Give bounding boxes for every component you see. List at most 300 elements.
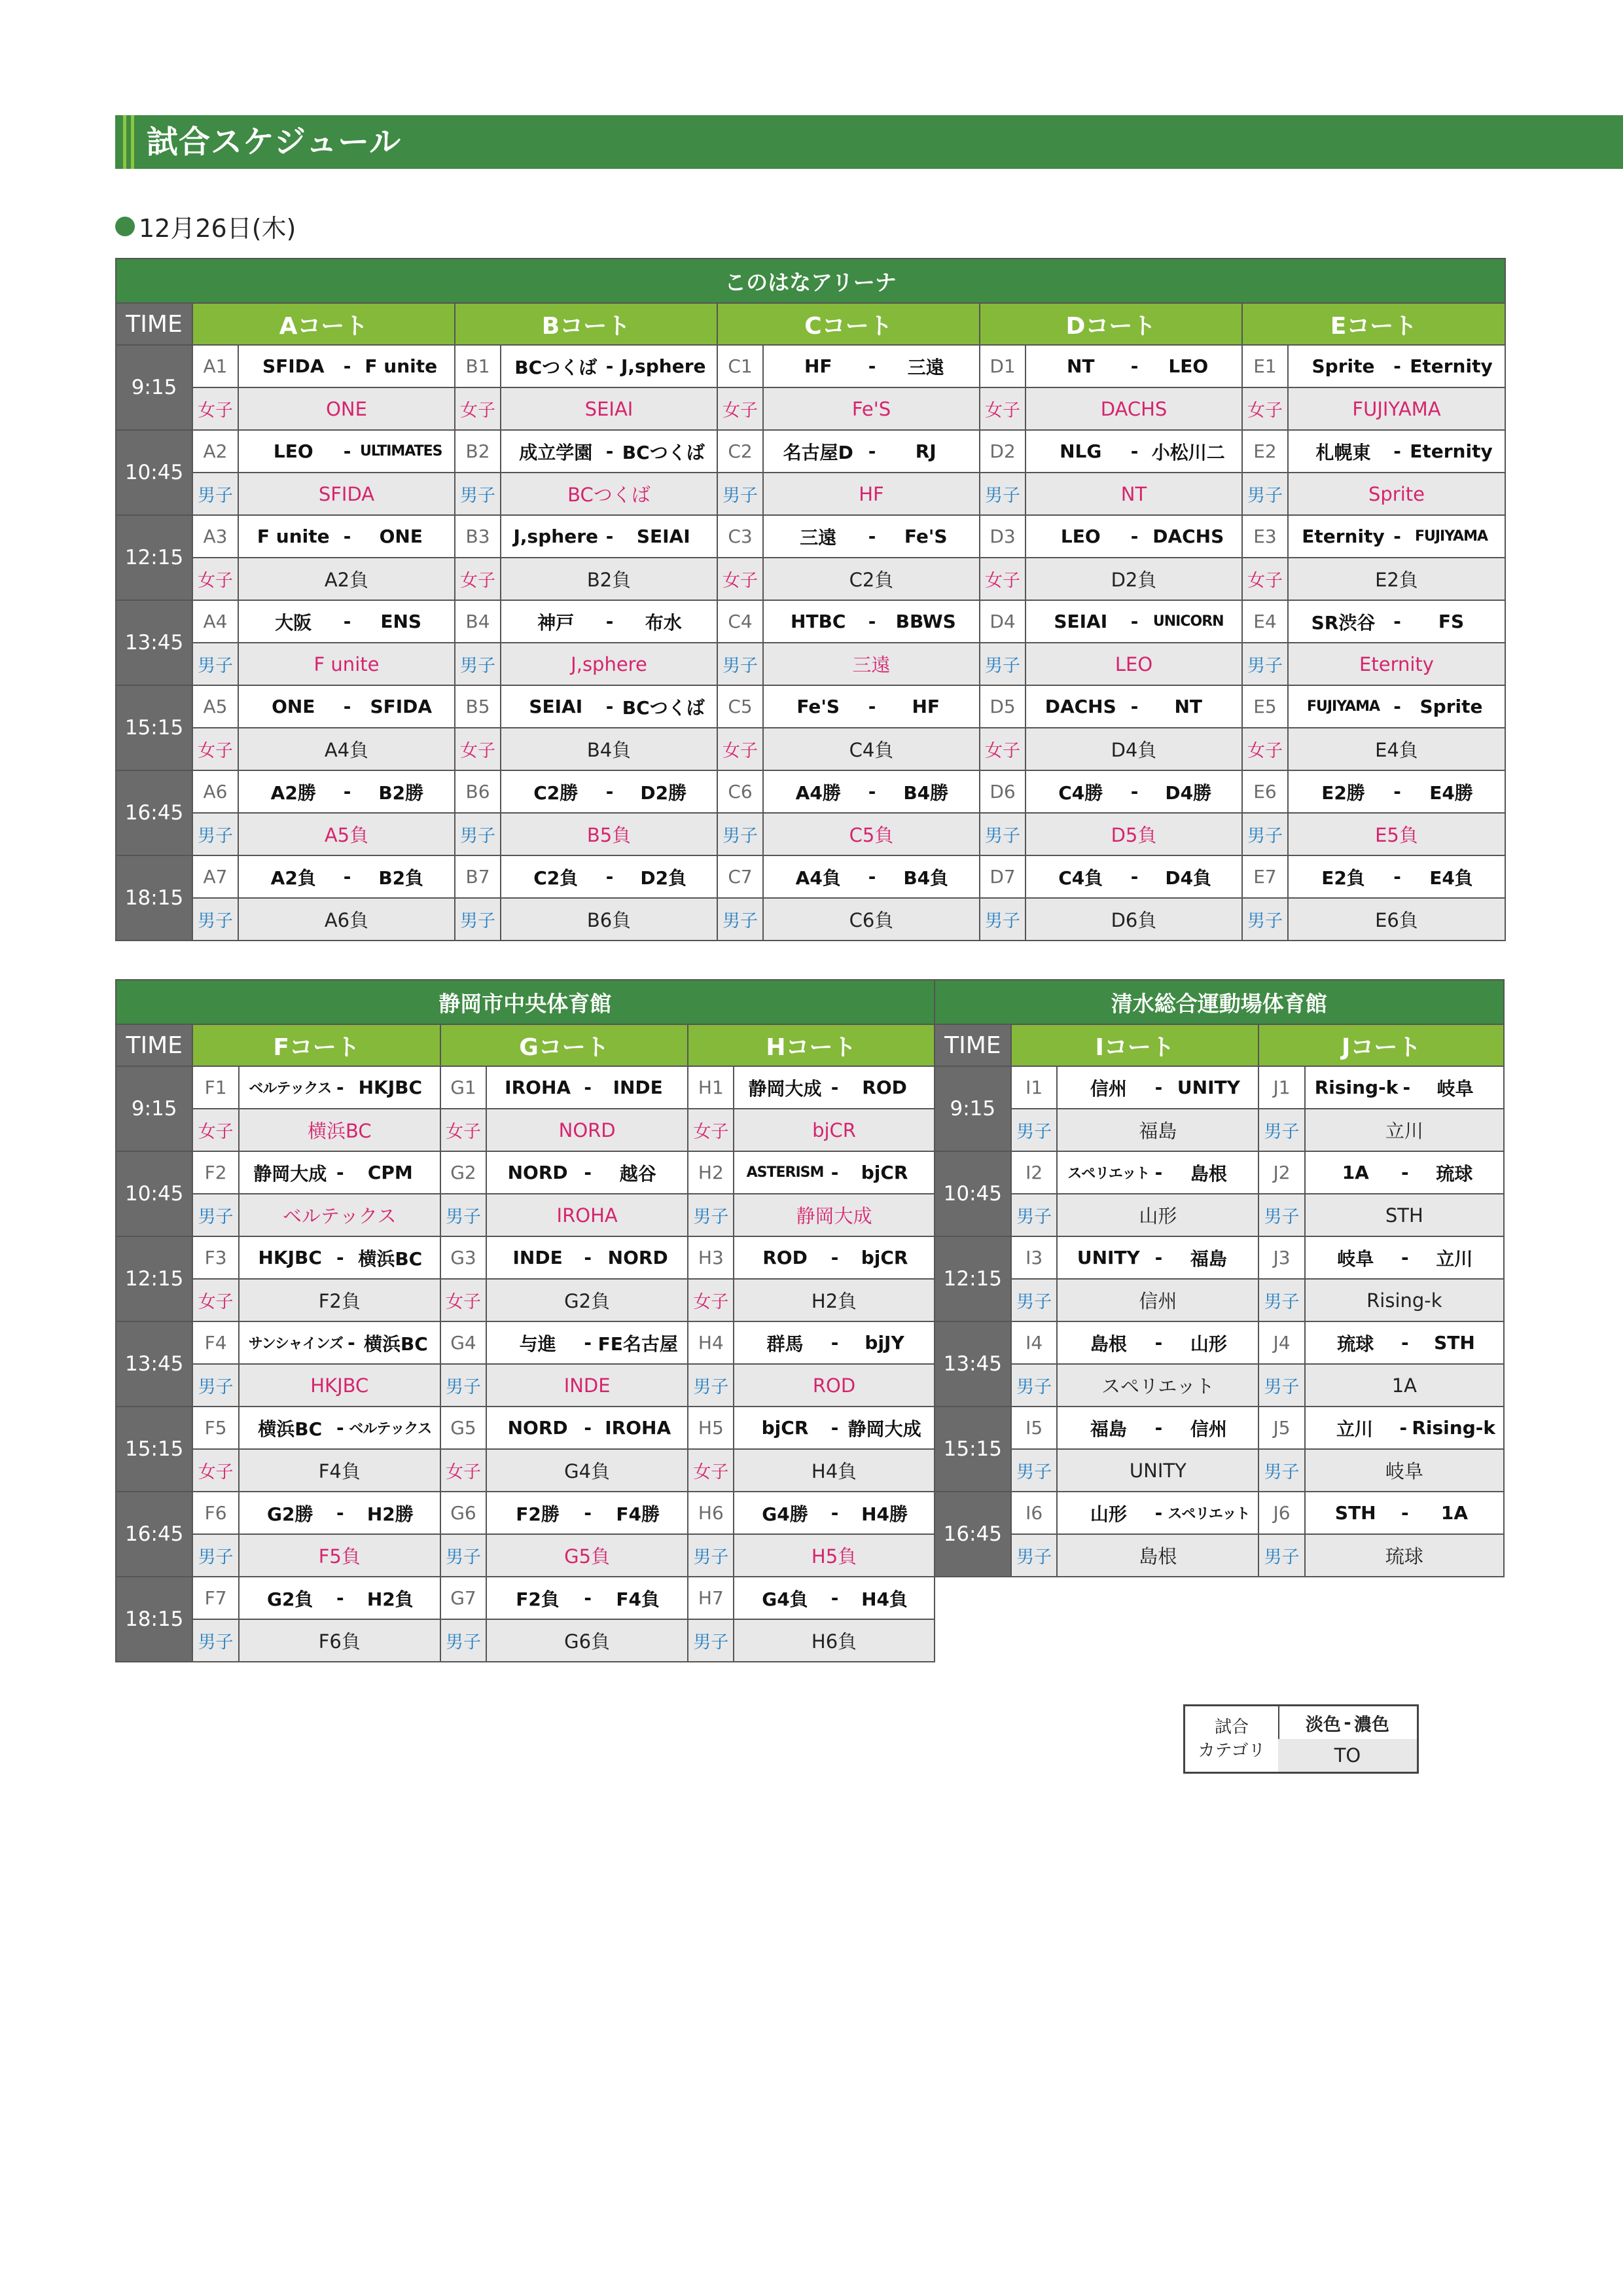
vs-dash: - <box>868 781 876 802</box>
team-right: Eternity <box>1410 355 1493 377</box>
match-teams <box>1305 1407 1504 1449</box>
team-left: ベルテックス <box>249 1081 332 1097</box>
match-teams <box>238 855 455 898</box>
vs-dash: - <box>830 1502 839 1524</box>
court-header: Hコート <box>688 1024 934 1066</box>
match-code: G7 <box>440 1577 486 1619</box>
match-code: C3 <box>717 515 763 558</box>
match-teams <box>734 1321 934 1364</box>
match-teams <box>486 1321 688 1364</box>
legend-dash: - <box>1344 1712 1351 1733</box>
team-left: C2負 <box>533 867 579 889</box>
team-right: INDE <box>613 1077 663 1098</box>
match-teams <box>1026 855 1242 898</box>
to-team: H2負 <box>734 1279 934 1321</box>
match-code: I3 <box>1011 1236 1057 1279</box>
category-badge: 男子 <box>1242 643 1288 685</box>
match-wrap <box>1026 611 1241 632</box>
team-left: HKJBC <box>258 1247 322 1268</box>
category-badge: 女子 <box>192 1449 238 1492</box>
match-teams <box>734 1577 934 1619</box>
time-slot: 12:15 <box>116 1236 192 1321</box>
team-right: H2負 <box>366 1588 414 1610</box>
legend-label <box>1185 1706 1279 1772</box>
time-slot: 16:45 <box>116 1492 192 1577</box>
match-wrap <box>239 864 454 890</box>
category-badge: 男子 <box>1258 1109 1304 1151</box>
match-code: H6 <box>688 1492 734 1534</box>
team-right: SFIDA <box>370 696 433 717</box>
team-right: D4勝 <box>1165 781 1212 804</box>
to-team: ONE <box>238 387 455 430</box>
to-team: H6負 <box>734 1619 934 1662</box>
match-code: D7 <box>980 855 1026 898</box>
category-badge: 女子 <box>455 558 501 600</box>
category-badge: 女子 <box>980 558 1026 600</box>
empty-cell <box>935 1577 1011 1662</box>
vs-dash: - <box>1130 866 1139 888</box>
match-code: C7 <box>717 855 763 898</box>
match-wrap <box>487 1330 687 1356</box>
category-badge: 女子 <box>192 728 238 770</box>
category-row <box>116 473 1505 515</box>
match-teams <box>1026 345 1242 387</box>
match-teams <box>238 685 455 728</box>
team-left: C2勝 <box>533 781 579 804</box>
match-code: C6 <box>717 770 763 813</box>
match-teams <box>763 855 980 898</box>
team-left: F unite <box>257 526 330 547</box>
empty-cell <box>1011 1577 1258 1662</box>
team-left: SFIDA <box>262 355 325 377</box>
team-left: A4負 <box>795 867 841 889</box>
team-right: F4負 <box>616 1588 660 1610</box>
team-right: 横浜BC <box>358 1247 423 1270</box>
vs-dash: - <box>830 1332 839 1354</box>
time-slot: 16:45 <box>116 770 192 855</box>
team-right: 山形 <box>1190 1333 1227 1355</box>
team-right: BBWS <box>895 611 956 632</box>
team-right: CPM <box>367 1162 413 1183</box>
category-row <box>116 898 1505 941</box>
category-badge: 男子 <box>1258 1279 1304 1321</box>
match-wrap <box>764 779 979 805</box>
court-header: Fコート <box>192 1024 440 1066</box>
team-right: 静岡大成 <box>847 1418 921 1440</box>
to-team: 1A <box>1305 1364 1504 1407</box>
match-teams <box>501 515 717 558</box>
court-header-row <box>116 1024 1504 1066</box>
vs-dash: - <box>1130 781 1139 802</box>
match-code: I6 <box>1011 1492 1057 1534</box>
category-row <box>116 387 1505 430</box>
bullet-dot-icon <box>115 217 135 236</box>
vs-dash: - <box>605 526 614 547</box>
category-row <box>116 643 1505 685</box>
court-header: Jコート <box>1258 1024 1504 1066</box>
vs-dash: - <box>1154 1077 1163 1098</box>
match-code: G3 <box>440 1236 486 1279</box>
vs-dash: - <box>1130 611 1139 632</box>
match-code: F5 <box>192 1407 238 1449</box>
team-left: G4勝 <box>762 1503 808 1525</box>
to-team: B4負 <box>501 728 717 770</box>
to-team: B6負 <box>501 898 717 941</box>
vs-dash: - <box>605 611 614 632</box>
team-left: ROD <box>762 1247 808 1268</box>
time-header: TIME <box>116 1024 192 1066</box>
vs-dash: - <box>830 1587 839 1609</box>
match-wrap <box>1058 1415 1258 1441</box>
team-right: Sprite <box>1419 696 1483 717</box>
team-left: LEO <box>1060 526 1101 547</box>
match-code: H4 <box>688 1321 734 1364</box>
team-left: A2負 <box>270 867 316 889</box>
match-code: C4 <box>717 600 763 643</box>
match-code: J1 <box>1258 1066 1304 1109</box>
match-teams <box>238 770 455 813</box>
vs-dash: - <box>336 1417 344 1439</box>
time-slot: 13:45 <box>116 1321 192 1407</box>
match-code: E6 <box>1242 770 1288 813</box>
category-row <box>116 1364 1504 1407</box>
to-team: Rising-k <box>1305 1279 1504 1321</box>
to-team: 島根 <box>1057 1534 1258 1577</box>
to-team: 岐阜 <box>1305 1449 1504 1492</box>
match-code: B7 <box>455 855 501 898</box>
category-badge: 男子 <box>1011 1534 1057 1577</box>
category-badge: 男子 <box>688 1364 734 1407</box>
category-badge: 女子 <box>980 387 1026 430</box>
vs-dash: - <box>605 781 614 802</box>
match-wrap <box>764 439 979 465</box>
category-badge: 女子 <box>688 1449 734 1492</box>
team-left: NORD <box>507 1162 568 1183</box>
match-code: I4 <box>1011 1321 1057 1364</box>
to-team: Eternity <box>1288 643 1505 685</box>
to-team: B5負 <box>501 813 717 855</box>
team-right: UNITY <box>1177 1077 1240 1098</box>
team-right: NORD <box>607 1247 668 1268</box>
vs-dash: - <box>336 1077 344 1098</box>
category-row <box>116 558 1505 600</box>
match-code: F1 <box>192 1066 238 1109</box>
match-code: A4 <box>192 600 238 643</box>
team-right: 信州 <box>1190 1418 1227 1440</box>
team-right: 1A <box>1440 1502 1468 1524</box>
match-code: A6 <box>192 770 238 813</box>
match-wrap <box>1289 609 1505 635</box>
match-teams <box>1026 685 1242 728</box>
match-wrap <box>239 696 454 717</box>
vs-dash: - <box>336 1162 344 1183</box>
match-teams <box>1057 1151 1258 1194</box>
match-wrap <box>501 864 717 890</box>
team-right: D2勝 <box>640 781 687 804</box>
match-teams <box>238 600 455 643</box>
title-bar <box>115 115 1623 169</box>
legend-right: 濃色 <box>1354 1714 1389 1735</box>
team-left: 琉球 <box>1337 1333 1374 1355</box>
court-header: Bコート <box>455 303 717 345</box>
match-teams <box>734 1492 934 1534</box>
match-wrap <box>239 609 454 635</box>
match-teams <box>734 1066 934 1109</box>
match-teams <box>238 515 455 558</box>
team-right: 越谷 <box>619 1162 656 1185</box>
match-teams <box>734 1407 934 1449</box>
category-badge: 男子 <box>688 1534 734 1577</box>
time-slot: 9:15 <box>116 1066 192 1151</box>
vs-dash: - <box>1130 696 1139 717</box>
to-team: Sprite <box>1288 473 1505 515</box>
match-wrap <box>240 1500 440 1526</box>
match-row <box>116 1151 1504 1194</box>
time-slot: 12:15 <box>116 515 192 600</box>
category-badge: 男子 <box>1011 1109 1057 1151</box>
date-text: 12月26日(木) <box>139 214 296 243</box>
match-teams <box>501 770 717 813</box>
match-teams <box>763 770 980 813</box>
match-teams <box>1057 1236 1258 1279</box>
vs-dash: - <box>868 355 876 377</box>
time-header: TIME <box>116 303 192 345</box>
match-code: F7 <box>192 1577 238 1619</box>
team-left: C4勝 <box>1058 781 1103 804</box>
team-left: INDE <box>512 1247 563 1268</box>
to-team: NT <box>1026 473 1242 515</box>
match-code: D6 <box>980 770 1026 813</box>
category-badge: 男子 <box>1011 1279 1057 1321</box>
match-teams <box>486 1151 688 1194</box>
to-team: SFIDA <box>238 473 455 515</box>
match-teams <box>1026 430 1242 473</box>
match-row <box>116 600 1505 643</box>
legend-label-line1: 試合 <box>1214 1717 1249 1737</box>
to-team: J,sphere <box>501 643 717 685</box>
vs-dash: - <box>1393 355 1401 377</box>
category-badge: 男子 <box>192 1364 238 1407</box>
to-team: NORD <box>486 1109 688 1151</box>
team-left: UNITY <box>1077 1247 1140 1268</box>
team-right: Rising-k <box>1412 1417 1495 1439</box>
vs-dash: - <box>830 1417 839 1439</box>
to-team: C2負 <box>763 558 980 600</box>
to-team: 三遠 <box>763 643 980 685</box>
time-header: TIME <box>935 1024 1011 1066</box>
team-right: ULTIMATES <box>359 443 442 459</box>
time-slot: 10:45 <box>116 430 192 515</box>
match-teams <box>239 1321 440 1364</box>
match-teams <box>734 1236 934 1279</box>
category-badge: 男子 <box>192 473 238 515</box>
to-team: D5負 <box>1026 813 1242 855</box>
match-code: F4 <box>192 1321 238 1364</box>
team-right: E4負 <box>1429 867 1473 889</box>
category-badge: 男子 <box>192 1194 238 1236</box>
team-left: G2勝 <box>266 1503 313 1525</box>
team-right: FUJIYAMA <box>1414 528 1488 545</box>
team-left: LEO <box>273 440 313 462</box>
match-row <box>116 1407 1504 1449</box>
match-code: G4 <box>440 1321 486 1364</box>
vs-dash: - <box>1154 1417 1163 1439</box>
to-team: ROD <box>734 1364 934 1407</box>
team-left: Rising-k <box>1314 1077 1399 1098</box>
to-team: HKJBC <box>239 1364 440 1407</box>
match-code: G6 <box>440 1492 486 1534</box>
team-right: B4負 <box>903 867 949 889</box>
team-right: LEO <box>1168 355 1209 377</box>
match-wrap <box>1026 779 1241 805</box>
to-team: G2負 <box>486 1279 688 1321</box>
venue-row <box>116 259 1505 303</box>
time-slot: 13:45 <box>935 1321 1011 1407</box>
match-code: D4 <box>980 600 1026 643</box>
team-right: BCつくば <box>622 696 705 719</box>
category-badge: 男子 <box>980 473 1026 515</box>
team-right: Fe'S <box>904 526 948 547</box>
match-teams <box>763 345 980 387</box>
match-wrap <box>487 1247 687 1268</box>
to-team: 横浜BC <box>239 1109 440 1151</box>
category-badge: 女子 <box>688 1109 734 1151</box>
match-code: A5 <box>192 685 238 728</box>
to-team: G6負 <box>486 1619 688 1662</box>
category-badge: 女子 <box>1242 728 1288 770</box>
to-team: SEIAI <box>501 387 717 430</box>
match-wrap <box>734 1247 933 1268</box>
vs-dash: - <box>343 696 351 717</box>
vs-dash: - <box>348 1332 355 1354</box>
category-badge: 男子 <box>980 898 1026 941</box>
match-code: A2 <box>192 430 238 473</box>
match-code: D1 <box>980 345 1026 387</box>
match-wrap <box>734 1162 933 1183</box>
match-teams <box>1288 345 1505 387</box>
time-slot: 10:45 <box>935 1151 1011 1236</box>
category-row <box>116 1449 1504 1492</box>
category-badge: 男子 <box>455 813 501 855</box>
team-left: E2勝 <box>1321 781 1365 804</box>
category-badge: 男子 <box>192 643 238 685</box>
to-team: UNITY <box>1057 1449 1258 1492</box>
team-left: bjCR <box>761 1417 809 1439</box>
team-right: ROD <box>862 1077 907 1098</box>
court-header: Dコート <box>980 303 1242 345</box>
to-team: F5負 <box>239 1534 440 1577</box>
match-row <box>116 1236 1504 1279</box>
court-header-row <box>116 303 1505 345</box>
match-wrap <box>1289 779 1505 805</box>
match-wrap <box>501 609 717 635</box>
category-badge: 男子 <box>688 1619 734 1662</box>
match-teams <box>501 855 717 898</box>
match-wrap <box>1058 1500 1258 1526</box>
category-row <box>116 1194 1504 1236</box>
match-code: H3 <box>688 1236 734 1279</box>
vs-dash: - <box>584 1332 592 1354</box>
team-right: Eternity <box>1410 440 1493 462</box>
match-code: J3 <box>1258 1236 1304 1279</box>
match-teams <box>1305 1492 1504 1534</box>
vs-dash: - <box>830 1162 839 1183</box>
team-right: 琉球 <box>1436 1162 1473 1185</box>
match-teams <box>486 1492 688 1534</box>
match-teams <box>1057 1066 1258 1109</box>
match-wrap <box>1289 864 1505 890</box>
match-wrap <box>240 1415 440 1441</box>
team-left: 1A <box>1342 1162 1369 1183</box>
time-slot: 18:15 <box>116 1577 192 1662</box>
vs-dash: - <box>584 1247 592 1268</box>
match-code: E2 <box>1242 430 1288 473</box>
category-badge: 男子 <box>717 813 763 855</box>
match-teams <box>486 1236 688 1279</box>
category-badge: 男子 <box>192 1619 238 1662</box>
team-left: G4負 <box>762 1588 808 1610</box>
team-left: STH <box>1334 1502 1376 1524</box>
team-left: Sprite <box>1311 355 1375 377</box>
match-row <box>116 345 1505 387</box>
match-code: H7 <box>688 1577 734 1619</box>
match-wrap <box>1058 1160 1258 1186</box>
vs-dash: - <box>1130 355 1139 377</box>
category-badge: 女子 <box>192 558 238 600</box>
schedule-table-konohana <box>115 258 1506 941</box>
to-team: F4負 <box>239 1449 440 1492</box>
team-right: D4負 <box>1165 867 1212 889</box>
match-teams <box>1057 1492 1258 1534</box>
category-badge: 男子 <box>1242 473 1288 515</box>
match-wrap <box>240 1077 440 1098</box>
match-wrap <box>1026 526 1241 547</box>
match-wrap <box>734 1500 933 1526</box>
match-wrap <box>1058 1330 1258 1356</box>
team-right: J,sphere <box>621 355 706 377</box>
to-team: C6負 <box>763 898 980 941</box>
vs-dash: - <box>605 866 614 888</box>
category-badge: 女子 <box>440 1109 486 1151</box>
match-wrap <box>1289 355 1505 377</box>
match-wrap <box>734 1075 933 1101</box>
match-code: B6 <box>455 770 501 813</box>
to-team: IROHA <box>486 1194 688 1236</box>
category-badge: 女子 <box>1242 558 1288 600</box>
to-team: E2負 <box>1288 558 1505 600</box>
team-left: 岐阜 <box>1337 1247 1374 1270</box>
team-left: サンシャインズ <box>248 1336 343 1352</box>
match-row <box>116 430 1505 473</box>
team-right: B2負 <box>378 867 424 889</box>
to-team: G5負 <box>486 1534 688 1577</box>
team-right: 立川 <box>1436 1247 1473 1270</box>
match-teams <box>1057 1321 1258 1364</box>
time-slot: 15:15 <box>935 1407 1011 1492</box>
venue-name: このはなアリーナ <box>116 259 1505 303</box>
category-badge: 男子 <box>455 898 501 941</box>
vs-dash: - <box>336 1247 344 1268</box>
category-row <box>116 728 1505 770</box>
match-code: J5 <box>1258 1407 1304 1449</box>
category-badge: 男子 <box>688 1194 734 1236</box>
category-badge: 男子 <box>1258 1449 1304 1492</box>
to-team: C5負 <box>763 813 980 855</box>
match-wrap <box>1026 696 1241 717</box>
category-badge: 女子 <box>192 1279 238 1321</box>
match-teams <box>239 1407 440 1449</box>
team-left: 三遠 <box>800 526 837 548</box>
